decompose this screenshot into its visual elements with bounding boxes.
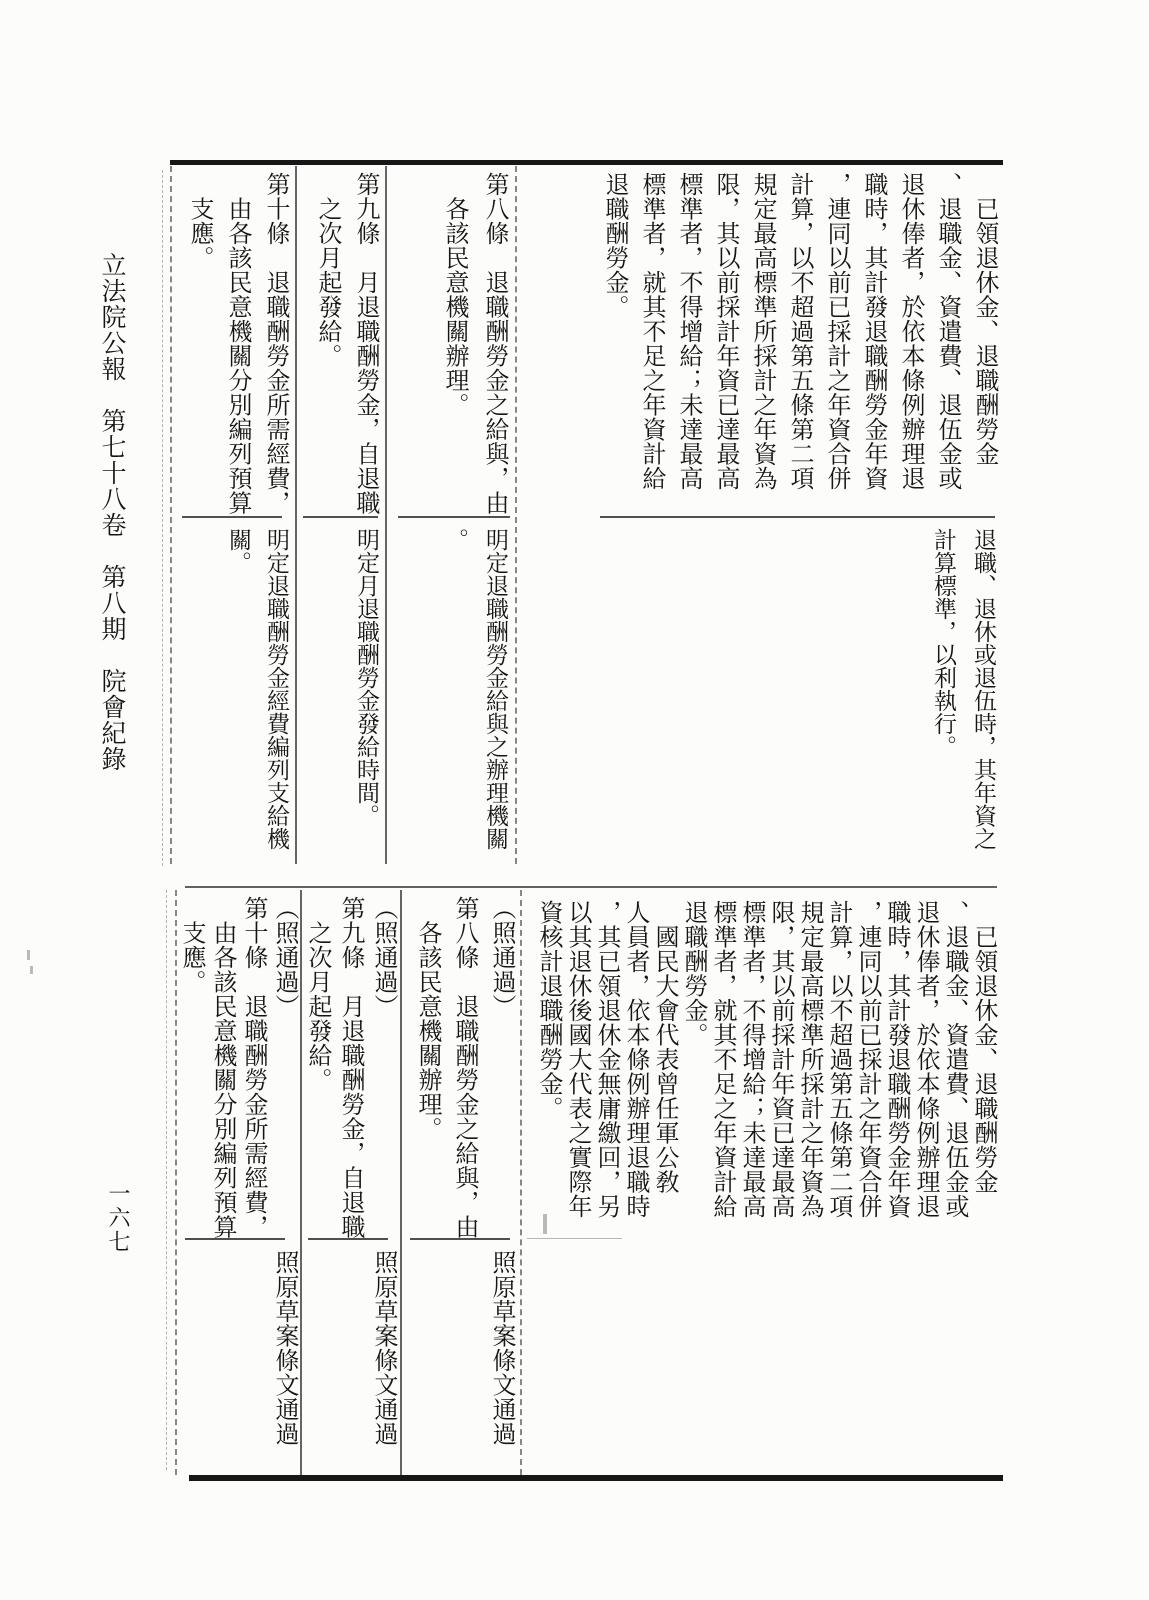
article-9-note: [295, 528, 387, 863]
text-column: 標準者，不得增給；未達最高: [675, 172, 703, 491]
article-10-resolution: [177, 1250, 314, 1478]
approval-mark: （照通過）: [488, 896, 516, 1019]
article-8-note: [385, 528, 519, 863]
text-column: 國民大會代表曾任軍公敎: [651, 900, 679, 1194]
carryover-article-note: [515, 528, 1041, 863]
text-column: 已領退休金、退職酬勞金: [971, 172, 999, 466]
text-column: 支應。: [186, 172, 214, 270]
row-divider: [182, 516, 282, 518]
text-column: 職時，其計發退職酬勞金年資: [860, 172, 888, 491]
text-column: 已領退休金、退職酬勞金: [970, 900, 998, 1194]
table-bottom-border: [189, 1475, 1003, 1481]
text-column: 退職酬勞金。: [601, 172, 629, 319]
text-column: 之次月起發給。: [304, 896, 332, 1092]
text-column: 各該民意機關辦理。: [414, 896, 442, 1141]
text-column: 第十條 退職酬勞金所需經費，: [240, 896, 268, 1239]
article-9-resolution: [300, 1250, 414, 1478]
text-column: 退職、退休或退伍時，其年資之: [970, 528, 996, 850]
text-column: 第八條 退職酬勞金之給與，由: [451, 896, 479, 1239]
margin-dash-line: [166, 890, 167, 1470]
table-top-border: [185, 886, 997, 888]
text-column: 計算標準，以利執行。: [930, 528, 956, 758]
text-column: 規定最高標準所採計之年資為: [796, 900, 824, 1219]
text-column: 計算，以不超過第五條第二項: [786, 172, 814, 491]
carryover-article-text: [515, 172, 1009, 522]
text-column: 明定退職酬勞金經費編列支給機: [263, 528, 289, 850]
article-9-text: [295, 172, 387, 524]
text-column: 各該民意機關辦理。: [441, 172, 469, 417]
article-10-note: [172, 528, 299, 863]
text-column: ，連同以前已採計之年資合併: [823, 172, 851, 491]
article-9-text: [300, 896, 402, 1248]
text-column: 第九條 月退職酬勞金，自退職: [352, 172, 380, 515]
text-column: 由各該民意機關分別編列預算: [224, 172, 252, 515]
article-8-text: [385, 172, 519, 524]
journal-header: 立法院公報 第七十八卷 第八期 院會紀錄: [98, 252, 127, 772]
article-8-text: [400, 896, 522, 1248]
text-column: 支應。: [178, 896, 206, 994]
top-comparison-table: [170, 160, 1003, 866]
text-column: 、退職金、資遣費、退伍金或: [934, 172, 962, 491]
text-column: 規定最高標準所採計之年資為: [749, 172, 777, 491]
text-column: 標準者，不得增給；未達最高: [738, 900, 766, 1219]
text-column: 限，其以前採計年資已達最高: [712, 172, 740, 491]
text-column: 由各該民意機關分別編列預算: [209, 896, 237, 1239]
text-column: ，其已領退休金無庸繳回，另: [593, 900, 621, 1219]
text-column: 人員者，依本條例辦理退職時: [622, 900, 650, 1219]
page-number: 一六七: [105, 1182, 130, 1254]
scan-artifact: [27, 950, 30, 960]
resolution-text: 照原草案條文通過: [370, 1250, 398, 1446]
row-divider: [308, 1238, 388, 1240]
approval-mark: （照通過）: [271, 896, 299, 1019]
text-column: 標準者，就其不足之年資計給: [638, 172, 666, 491]
text-column: 退休俸者，於依本條例辦理退: [897, 172, 925, 491]
scan-artifact: [30, 966, 33, 974]
resolution-text: 照原草案條文通過: [488, 1250, 516, 1446]
text-column: 職時，其計發退職酬勞金年資: [883, 900, 911, 1219]
text-column: 限，其以前採計年資已達最高: [767, 900, 795, 1219]
row-divider: [185, 1238, 285, 1240]
table-top-border: [170, 160, 1003, 165]
row-divider: [410, 1238, 510, 1240]
bottom-review-table: [175, 886, 1003, 1482]
text-column: 退休俸者，於依本條例辦理退: [912, 900, 940, 1219]
row-divider: [398, 516, 510, 518]
text-column: 以其退休後國大代表之實際年: [564, 900, 592, 1219]
article-8-resolution: [400, 1250, 554, 1478]
text-column: 資核計退職酬勞金。: [535, 900, 563, 1121]
row-divider: [303, 516, 378, 518]
margin-dash-line: [162, 170, 163, 866]
article-10-text: [172, 172, 299, 524]
text-column: ，連同以前已採計之年資合併: [854, 900, 882, 1219]
text-column: 退職酬勞金。: [680, 900, 708, 1047]
text-column: 關。: [225, 528, 251, 574]
text-column: 計算，以不超過第五條第二項: [825, 900, 853, 1219]
text-column: 。: [442, 528, 468, 551]
text-column: 第八條 退職酬勞金之給與，由: [481, 172, 509, 515]
article-10-text: [177, 896, 302, 1248]
text-column: 第九條 月退職酬勞金，自退職: [337, 896, 365, 1239]
row-divider: [527, 1238, 622, 1239]
text-column: 第十條 退職酬勞金所需經費，: [262, 172, 290, 515]
text-column: 標準者，就其不足之年資計給: [709, 900, 737, 1219]
text-column: 明定月退職酬勞金發給時間。: [353, 528, 379, 827]
text-column: 明定退職酬勞金給與之辦理機關: [482, 528, 508, 850]
row-divider: [600, 516, 995, 518]
resolution-text: 照原草案條文通過: [271, 1250, 299, 1446]
carryover-article-text: [520, 900, 1004, 1248]
text-column: 之次月起發給。: [314, 172, 342, 368]
approval-mark: （照通過）: [370, 896, 398, 1019]
text-column: 、退職金、資遣費、退伍金或: [941, 900, 969, 1219]
